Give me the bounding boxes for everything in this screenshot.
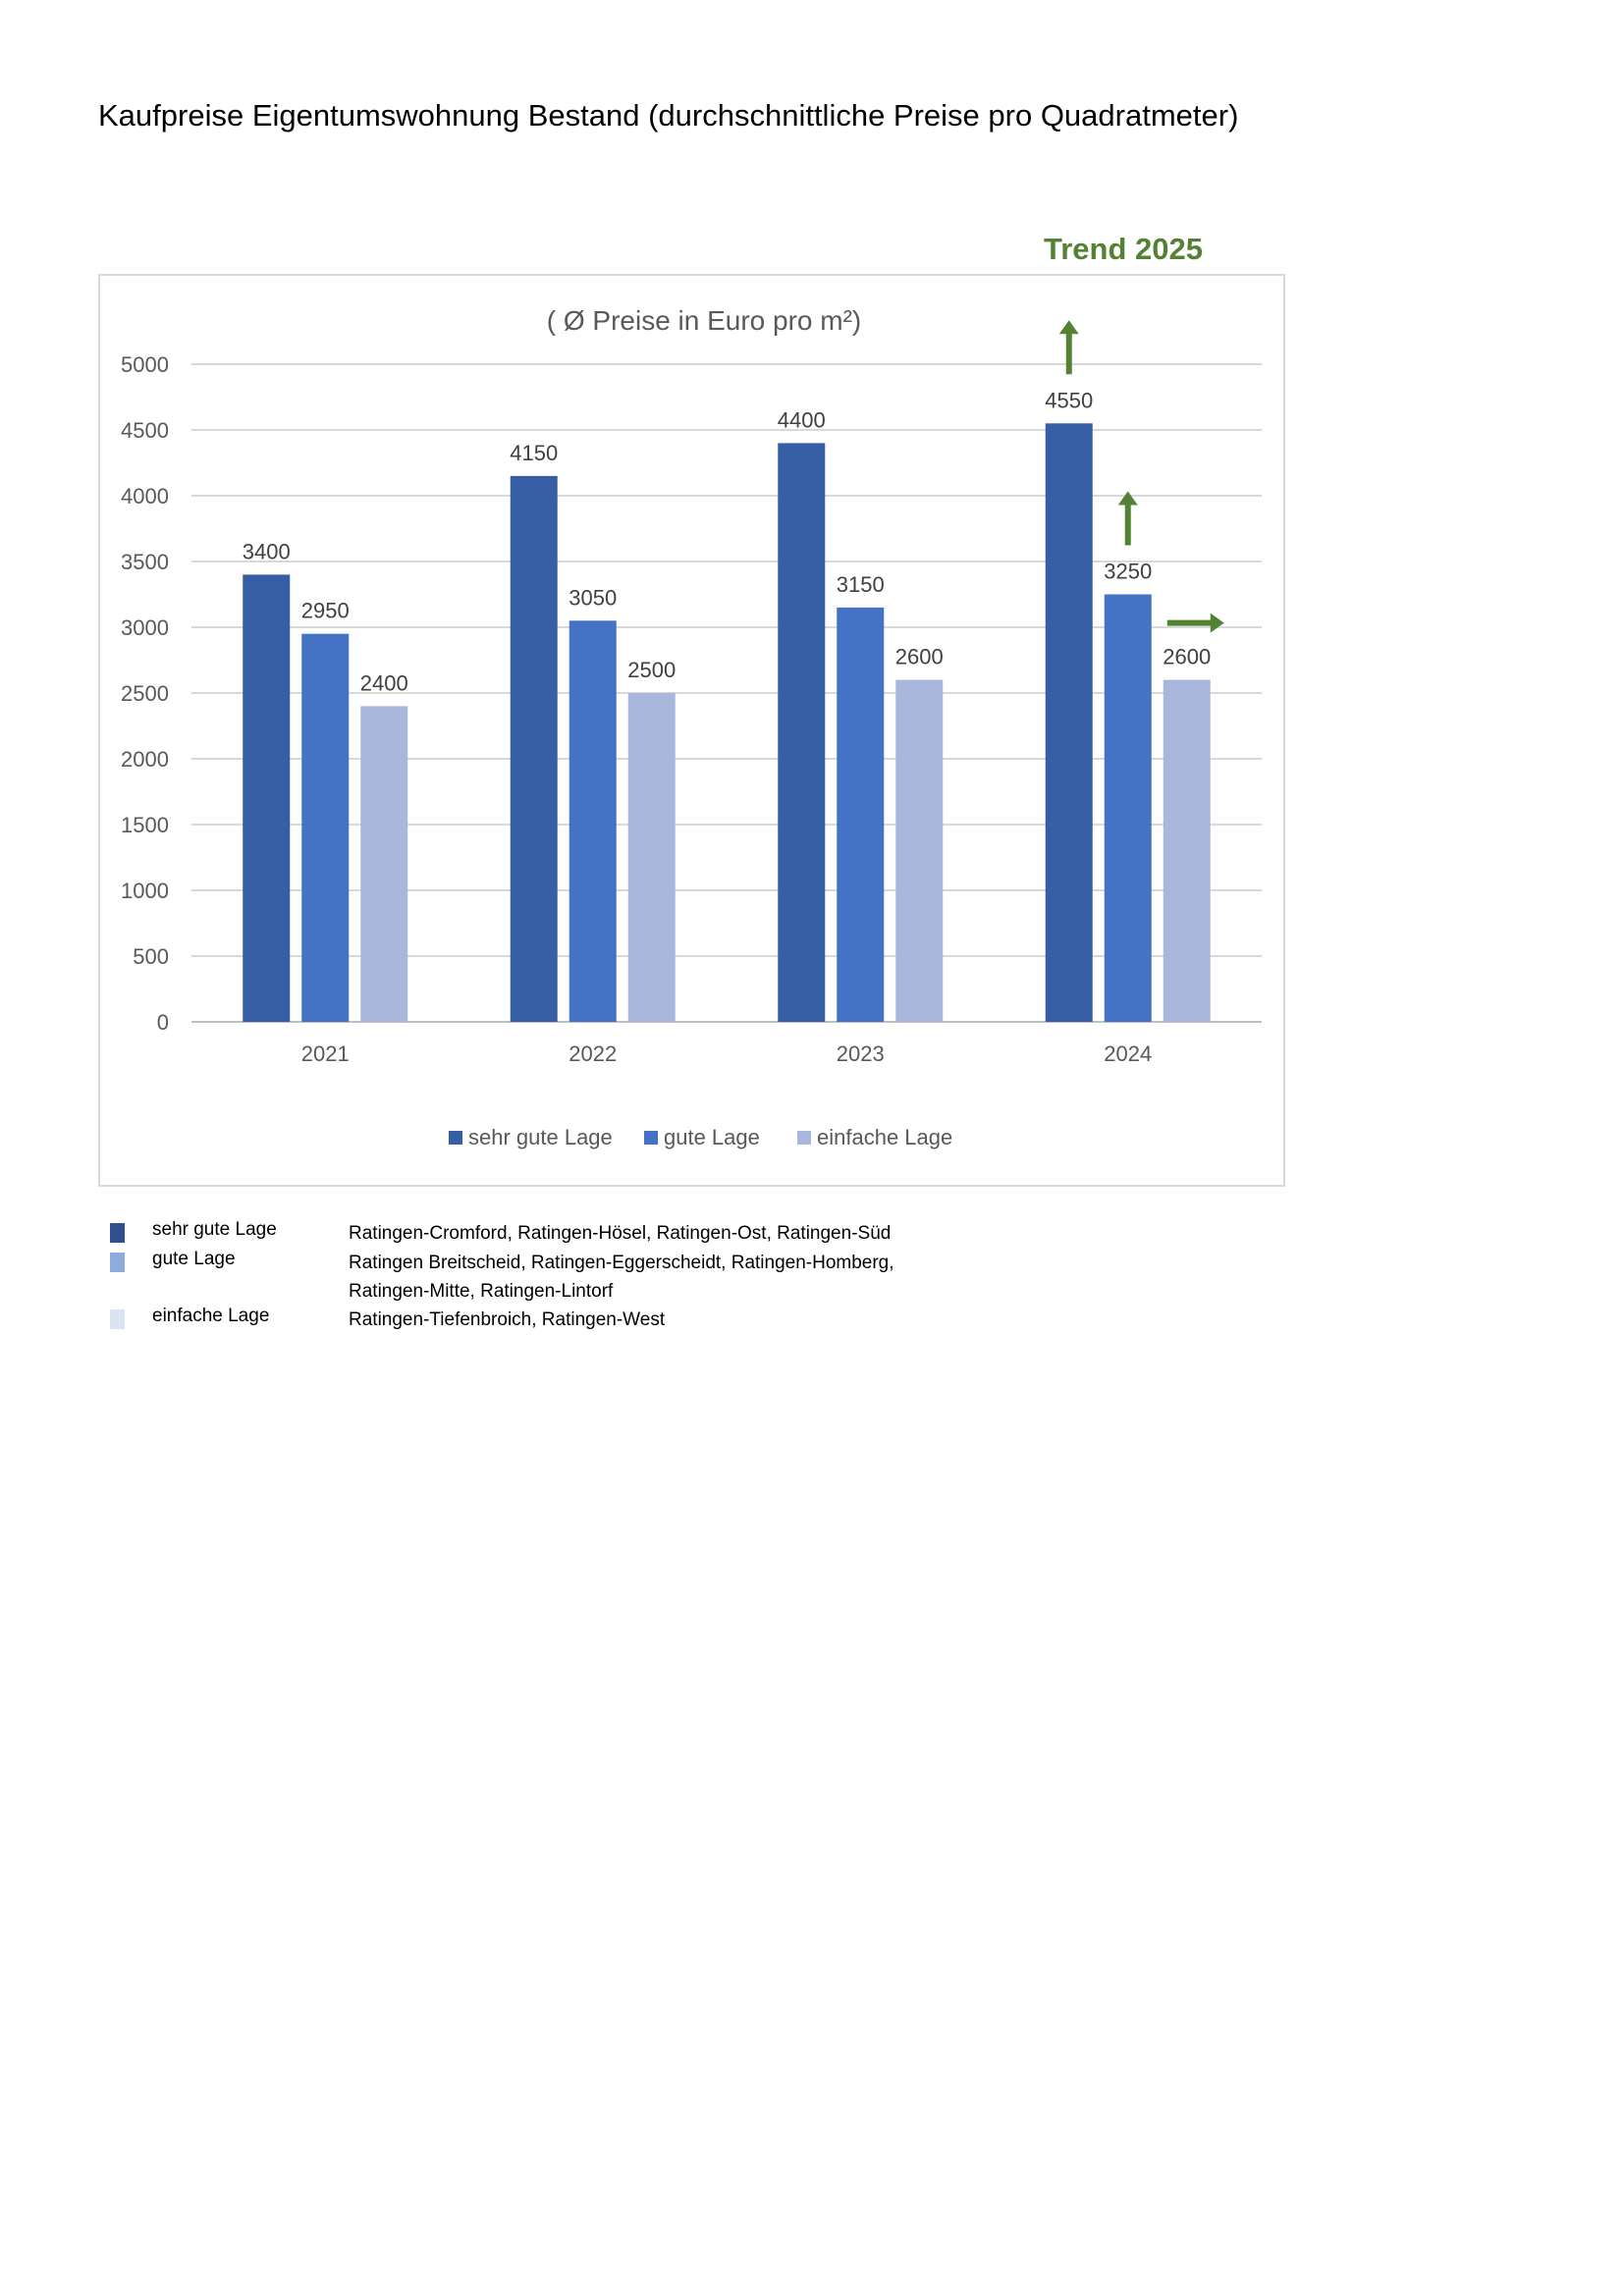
y-tick-label: 2000 [121,747,169,772]
x-tick-label: 2024 [1104,1041,1153,1066]
bar [895,680,943,1022]
y-tick-label: 0 [156,1010,169,1035]
y-tick-label: 1000 [121,879,169,903]
trend-right-arrow [1167,614,1224,633]
legend-label: sehr gute Lage [468,1125,613,1149]
bar-chart [100,276,1287,1189]
x-tick-label: 2021 [300,1041,350,1066]
bar [360,706,407,1022]
region-name: sehr gute Lage [152,1219,277,1240]
bar [628,693,676,1022]
legend-label: einfache Lage [817,1125,953,1149]
bar [778,443,825,1022]
gridlines [191,364,1262,1022]
page-title: Kaufpreise Eigentumswohnung Bestand (durchschnittliche Preise pro Quadratmeter) [98,98,1239,133]
data-label: 2950 [300,598,350,623]
data-label: 4550 [1045,388,1094,413]
y-tick-label: 3500 [121,550,169,574]
data-label: 3150 [836,571,885,597]
region-areas: Ratingen-Tiefenbroich, Ratingen-West [349,1309,666,1330]
x-tick-label: 2022 [568,1041,618,1066]
legend-swatch-einfache-lage [110,1309,125,1329]
region-name: einfache Lage [152,1306,270,1326]
region-row-einfache-lage [110,1302,1092,1331]
region-row-sehr-gute-lage [110,1215,1092,1245]
trend-title: Trend 2025 [1044,232,1203,266]
y-tick-label: 5000 [121,352,169,377]
data-label: 3250 [1104,559,1153,584]
region-areas: Ratingen Breitscheid, Ratingen-Eggerscheidt, Ratingen-Homberg, Ratingen-Mitte, Ratingen-Lintorf [349,1253,894,1302]
legend-swatch [644,1131,658,1145]
region-areas: Ratingen-Cromford, Ratingen-Hösel, Ratingen-Ost, Ratingen-Süd [349,1223,892,1244]
y-tick-label: 4500 [121,418,169,443]
y-tick-label: 1500 [121,813,169,837]
bar [511,476,558,1022]
bar [1046,423,1093,1022]
data-label: 4150 [510,440,559,465]
legend-label: gute Lage [664,1125,760,1149]
y-tick-label: 4000 [121,484,169,508]
x-tick-label: 2023 [836,1041,885,1066]
data-label: 2600 [1163,644,1212,669]
bar [301,634,349,1022]
bar [1105,595,1152,1023]
data-label: 3400 [242,539,291,564]
legend-swatch-gute-lage [110,1253,125,1272]
legend-swatch [797,1131,811,1145]
data-label: 3050 [568,585,618,611]
region-row-gute-lage [110,1245,1092,1302]
legend-swatch-sehr-gute-lage [110,1223,125,1243]
chart-subtitle: ( Ø Preise in Euro pro m²) [546,305,862,336]
bar [243,574,290,1022]
data-label: 2500 [627,658,677,682]
trend-up-arrow [1059,320,1079,374]
data-label: 4400 [777,407,826,433]
bars [243,423,1211,1022]
trend-up-arrow [1118,492,1138,546]
data-label: 2400 [359,670,408,696]
bar [569,620,617,1022]
region-name: gute Lage [152,1249,236,1269]
chart-frame [98,274,1285,1187]
y-tick-label: 2500 [121,681,169,706]
chart-legend [449,1125,952,1149]
y-tick-label: 3000 [121,615,169,640]
bar [837,608,884,1022]
data-label: 2600 [894,644,944,669]
bar [1164,680,1211,1022]
y-tick-label: 500 [133,944,169,969]
legend-swatch [449,1131,462,1145]
region-legend [110,1215,1092,1331]
